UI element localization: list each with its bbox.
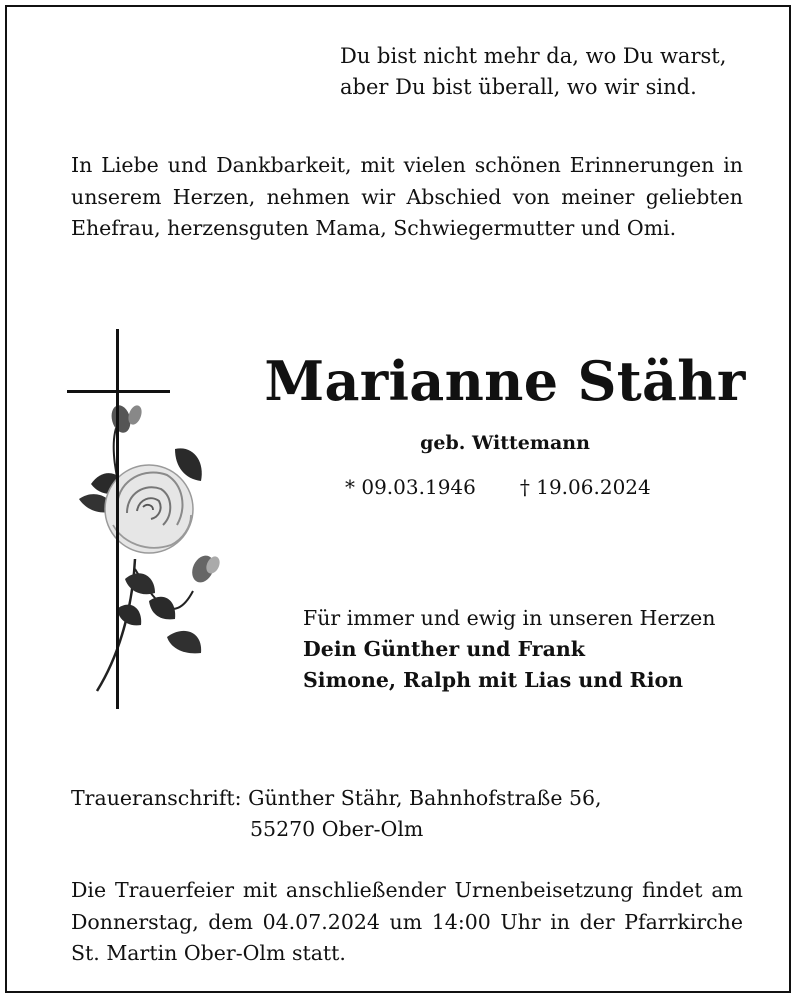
mourning-address — [71, 783, 602, 845]
life-dates — [345, 475, 651, 499]
motto-verse — [340, 41, 726, 103]
motto-line-2: aber Du bist überall, wo wir sind. — [340, 75, 697, 99]
ceremony-paragraph: Die Trauerfeier mit anschließender Urnenbeisetzung findet am Donnerstag, dem 04.07.2024 um 14:00 Uhr in der Pfarrkirche St. Martin Ober-Olm statt. — [71, 878, 743, 965]
address-line-1: Traueranschrift: Günther Stähr, Bahnhofstraße 56, — [71, 786, 602, 810]
motto-line-1: Du bist nicht mehr da, wo Du warst, — [340, 44, 727, 68]
obituary-notice — [5, 5, 791, 993]
address-line-2: 55270 Ober-Olm — [250, 817, 424, 841]
death-date: † 19.06.2024 — [519, 475, 651, 499]
mourners-line-1: Für immer und ewig in unseren Herzen — [303, 606, 716, 630]
mourners-line-3: Simone, Ralph mit Lias und Rion — [303, 668, 684, 692]
cross-with-rose-icon — [63, 329, 233, 711]
mourners-line-2: Dein Günther und Frank — [303, 637, 585, 661]
intro-paragraph: In Liebe und Dankbarkeit, mit vielen schönen Erinnerungen in unserem Herzen, nehmen wir Abschied von meiner geliebten Ehefrau, herzensguten Mama, Schwiegermutter und Omi. — [71, 153, 743, 240]
mourners-block — [303, 603, 715, 696]
deceased-name: Marianne Stähr — [264, 349, 746, 413]
maiden-name: geb. Wittemann — [420, 432, 590, 454]
birth-date: * 09.03.1946 — [345, 475, 476, 499]
